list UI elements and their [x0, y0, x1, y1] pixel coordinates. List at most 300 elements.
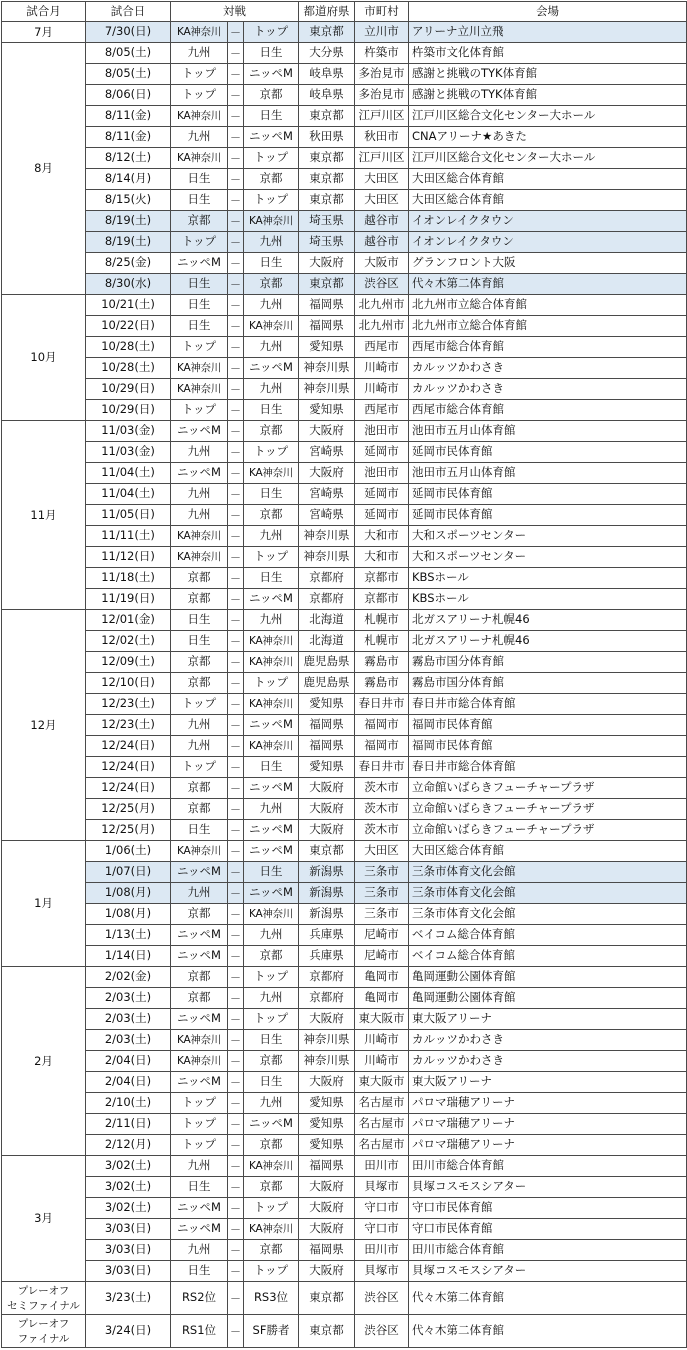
away-team-cell: 日生: [244, 484, 299, 505]
date-cell: 12/01(金): [86, 610, 171, 631]
versus-separator: －: [228, 841, 244, 862]
home-team-cell: KA神奈川: [171, 841, 228, 862]
versus-separator: －: [228, 1315, 244, 1348]
home-team-cell: 日生: [171, 610, 228, 631]
table-row: [2, 652, 687, 673]
home-team-cell: 九州: [171, 442, 228, 463]
city-cell: 北九州市: [355, 316, 409, 337]
prefecture-cell: 福岡県: [299, 715, 355, 736]
prefecture-cell: 兵庫県: [299, 946, 355, 967]
home-team-cell: 日生: [171, 169, 228, 190]
venue-cell: 北九州市立総合体育館: [409, 316, 687, 337]
table-row: [2, 358, 687, 379]
table-row: [2, 316, 687, 337]
versus-separator: －: [228, 778, 244, 799]
table-row: [2, 484, 687, 505]
venue-cell: イオンレイクタウン: [409, 232, 687, 253]
away-team-cell: KA神奈川: [244, 631, 299, 652]
versus-separator: －: [228, 1009, 244, 1030]
home-team-cell: ニッペM: [171, 946, 228, 967]
date-cell: 8/30(水): [86, 274, 171, 295]
versus-separator: －: [228, 736, 244, 757]
versus-separator: －: [228, 757, 244, 778]
table-row: [2, 106, 687, 127]
table-row: [2, 610, 687, 631]
table-row: [2, 1135, 687, 1156]
table-row: [2, 1051, 687, 1072]
away-team-cell: 京都: [244, 274, 299, 295]
city-cell: 札幌市: [355, 610, 409, 631]
away-team-cell: ニッペM: [244, 127, 299, 148]
away-team-cell: 九州: [244, 925, 299, 946]
date-cell: 1/14(日): [86, 946, 171, 967]
date-cell: 12/23(土): [86, 715, 171, 736]
date-cell: 11/18(土): [86, 568, 171, 589]
table-row: [2, 568, 687, 589]
city-cell: 川崎市: [355, 358, 409, 379]
table-row: [2, 1072, 687, 1093]
versus-separator: －: [228, 295, 244, 316]
versus-separator: －: [228, 421, 244, 442]
venue-cell: パロマ瑞穂アリーナ: [409, 1135, 687, 1156]
city-cell: 尼崎市: [355, 946, 409, 967]
home-team-cell: トップ: [171, 694, 228, 715]
date-cell: 3/23(土): [86, 1282, 171, 1315]
city-cell: 札幌市: [355, 631, 409, 652]
city-cell: 大田区: [355, 169, 409, 190]
away-team-cell: 日生: [244, 862, 299, 883]
date-cell: 8/11(金): [86, 127, 171, 148]
prefecture-cell: 愛知県: [299, 1135, 355, 1156]
prefecture-cell: 愛知県: [299, 400, 355, 421]
home-team-cell: トップ: [171, 400, 228, 421]
venue-cell: ベイコム総合体育館: [409, 925, 687, 946]
date-cell: 2/10(土): [86, 1093, 171, 1114]
versus-separator: －: [228, 946, 244, 967]
date-cell: 1/13(土): [86, 925, 171, 946]
city-cell: 江戸川区: [355, 148, 409, 169]
city-cell: 大田区: [355, 190, 409, 211]
venue-cell: 江戸川区総合文化センター大ホール: [409, 148, 687, 169]
home-team-cell: KA神奈川: [171, 1030, 228, 1051]
venue-cell: 福岡市民体育館: [409, 715, 687, 736]
prefecture-cell: 兵庫県: [299, 925, 355, 946]
city-cell: 延岡市: [355, 442, 409, 463]
prefecture-cell: 大阪府: [299, 778, 355, 799]
prefecture-cell: 新潟県: [299, 883, 355, 904]
date-cell: 12/24(日): [86, 778, 171, 799]
away-team-cell: ニッペM: [244, 778, 299, 799]
table-row: [2, 1114, 687, 1135]
away-team-cell: 九州: [244, 337, 299, 358]
versus-separator: －: [228, 127, 244, 148]
city-cell: 池田市: [355, 463, 409, 484]
away-team-cell: SF勝者: [244, 1315, 299, 1348]
home-team-cell: 九州: [171, 1156, 228, 1177]
prefecture-cell: 大阪府: [299, 421, 355, 442]
home-team-cell: KA神奈川: [171, 148, 228, 169]
date-cell: 10/21(土): [86, 295, 171, 316]
date-cell: 3/03(日): [86, 1261, 171, 1282]
city-cell: 春日井市: [355, 757, 409, 778]
venue-cell: 春日井市総合体育館: [409, 694, 687, 715]
away-team-cell: 京都: [244, 169, 299, 190]
prefecture-cell: 愛知県: [299, 694, 355, 715]
versus-separator: －: [228, 820, 244, 841]
table-row: [2, 715, 687, 736]
city-cell: 秋田市: [355, 127, 409, 148]
table-row: [2, 799, 687, 820]
away-team-cell: 日生: [244, 1072, 299, 1093]
prefecture-cell: 大阪府: [299, 1219, 355, 1240]
away-team-cell: 九州: [244, 379, 299, 400]
prefecture-cell: 宮崎県: [299, 484, 355, 505]
away-team-cell: KA神奈川: [244, 211, 299, 232]
city-cell: 田川市: [355, 1156, 409, 1177]
city-cell: 越谷市: [355, 211, 409, 232]
venue-cell: アリーナ立川立飛: [409, 22, 687, 43]
date-cell: 12/23(土): [86, 694, 171, 715]
home-team-cell: 日生: [171, 1177, 228, 1198]
away-team-cell: ニッペM: [244, 820, 299, 841]
table-row: [2, 589, 687, 610]
home-team-cell: 日生: [171, 316, 228, 337]
date-cell: 3/03(日): [86, 1240, 171, 1261]
versus-separator: －: [228, 1219, 244, 1240]
versus-separator: －: [228, 1177, 244, 1198]
city-cell: 多治見市: [355, 85, 409, 106]
prefecture-cell: 東京都: [299, 190, 355, 211]
away-team-cell: ニッペM: [244, 1114, 299, 1135]
table-row: [2, 22, 687, 43]
versus-separator: －: [228, 169, 244, 190]
header-venue: 会場: [409, 2, 687, 22]
city-cell: 渋谷区: [355, 1315, 409, 1348]
prefecture-cell: 京都府: [299, 589, 355, 610]
table-row: [2, 1240, 687, 1261]
table-row: [2, 1261, 687, 1282]
away-team-cell: トップ: [244, 1198, 299, 1219]
prefecture-cell: 新潟県: [299, 862, 355, 883]
city-cell: 北九州市: [355, 295, 409, 316]
date-cell: 12/24(日): [86, 757, 171, 778]
city-cell: 立川市: [355, 22, 409, 43]
away-team-cell: 九州: [244, 295, 299, 316]
venue-cell: 杵築市文化体育館: [409, 43, 687, 64]
prefecture-cell: 北海道: [299, 631, 355, 652]
venue-cell: 田川市総合体育館: [409, 1240, 687, 1261]
prefecture-cell: 神奈川県: [299, 547, 355, 568]
versus-separator: －: [228, 400, 244, 421]
table-body: [2, 22, 687, 1348]
date-cell: 2/02(金): [86, 967, 171, 988]
venue-cell: 守口市民体育館: [409, 1198, 687, 1219]
date-cell: 12/25(月): [86, 820, 171, 841]
home-team-cell: 日生: [171, 274, 228, 295]
city-cell: 西尾市: [355, 400, 409, 421]
versus-separator: －: [228, 1051, 244, 1072]
prefecture-cell: 東京都: [299, 274, 355, 295]
date-cell: 8/25(金): [86, 253, 171, 274]
table-row: [2, 988, 687, 1009]
versus-separator: －: [228, 379, 244, 400]
versus-separator: －: [228, 610, 244, 631]
away-team-cell: KA神奈川: [244, 904, 299, 925]
home-team-cell: ニッペM: [171, 1009, 228, 1030]
versus-separator: －: [228, 1198, 244, 1219]
table-row: [2, 526, 687, 547]
venue-cell: 守口市民体育館: [409, 1219, 687, 1240]
versus-separator: －: [228, 358, 244, 379]
away-team-cell: 日生: [244, 43, 299, 64]
month-cell: [2, 1282, 86, 1315]
city-cell: 川崎市: [355, 1030, 409, 1051]
venue-cell: 延岡市民体育館: [409, 484, 687, 505]
prefecture-cell: 福岡県: [299, 736, 355, 757]
table-row: [2, 85, 687, 106]
venue-cell: 三条市体育文化会館: [409, 862, 687, 883]
month-label-line: 12月: [30, 717, 57, 732]
away-team-cell: KA神奈川: [244, 694, 299, 715]
city-cell: 三条市: [355, 862, 409, 883]
away-team-cell: 京都: [244, 946, 299, 967]
city-cell: 霧島市: [355, 673, 409, 694]
versus-separator: －: [228, 190, 244, 211]
prefecture-cell: 福岡県: [299, 1240, 355, 1261]
prefecture-cell: 大阪府: [299, 1177, 355, 1198]
date-cell: 1/07(日): [86, 862, 171, 883]
venue-cell: パロマ瑞穂アリーナ: [409, 1114, 687, 1135]
date-cell: 8/06(日): [86, 85, 171, 106]
venue-cell: 大和スポーツセンター: [409, 526, 687, 547]
city-cell: 杵築市: [355, 43, 409, 64]
date-cell: 3/02(土): [86, 1198, 171, 1219]
home-team-cell: トップ: [171, 337, 228, 358]
city-cell: 延岡市: [355, 484, 409, 505]
versus-separator: －: [228, 568, 244, 589]
versus-separator: －: [228, 925, 244, 946]
city-cell: 延岡市: [355, 505, 409, 526]
away-team-cell: トップ: [244, 1009, 299, 1030]
table-row: [2, 400, 687, 421]
away-team-cell: 日生: [244, 253, 299, 274]
table-row: [2, 1177, 687, 1198]
date-cell: 2/04(日): [86, 1051, 171, 1072]
venue-cell: 亀岡運動公園体育館: [409, 967, 687, 988]
versus-separator: －: [228, 1135, 244, 1156]
city-cell: 京都市: [355, 589, 409, 610]
home-team-cell: 九州: [171, 127, 228, 148]
table-row: [2, 64, 687, 85]
city-cell: 渋谷区: [355, 274, 409, 295]
away-team-cell: KA神奈川: [244, 1156, 299, 1177]
home-team-cell: トップ: [171, 1114, 228, 1135]
table-row: [2, 736, 687, 757]
table-row: [2, 463, 687, 484]
date-cell: 11/03(金): [86, 421, 171, 442]
table-row: [2, 1009, 687, 1030]
month-cell: [2, 1315, 86, 1348]
venue-cell: 大田区総合体育館: [409, 190, 687, 211]
away-team-cell: トップ: [244, 190, 299, 211]
prefecture-cell: 京都府: [299, 988, 355, 1009]
date-cell: 12/09(土): [86, 652, 171, 673]
date-cell: 10/28(土): [86, 337, 171, 358]
date-cell: 3/03(日): [86, 1219, 171, 1240]
city-cell: 多治見市: [355, 64, 409, 85]
home-team-cell: 九州: [171, 43, 228, 64]
prefecture-cell: 愛知県: [299, 337, 355, 358]
away-team-cell: トップ: [244, 967, 299, 988]
table-row: [2, 1219, 687, 1240]
venue-cell: 代々木第二体育館: [409, 1315, 687, 1348]
prefecture-cell: 東京都: [299, 169, 355, 190]
prefecture-cell: 京都府: [299, 568, 355, 589]
date-cell: 11/05(日): [86, 505, 171, 526]
home-team-cell: 京都: [171, 568, 228, 589]
city-cell: 亀岡市: [355, 967, 409, 988]
city-cell: 東大阪市: [355, 1072, 409, 1093]
table-row: [2, 253, 687, 274]
header-month: 試合月: [2, 2, 86, 22]
city-cell: 名古屋市: [355, 1093, 409, 1114]
home-team-cell: ニッペM: [171, 253, 228, 274]
table-row: [2, 841, 687, 862]
table-row: [2, 127, 687, 148]
date-cell: 1/08(月): [86, 883, 171, 904]
city-cell: 西尾市: [355, 337, 409, 358]
prefecture-cell: 神奈川県: [299, 1030, 355, 1051]
away-team-cell: 九州: [244, 610, 299, 631]
date-cell: 10/22(日): [86, 316, 171, 337]
table-row: [2, 862, 687, 883]
date-cell: 1/08(月): [86, 904, 171, 925]
away-team-cell: 京都: [244, 85, 299, 106]
home-team-cell: 京都: [171, 211, 228, 232]
versus-separator: －: [228, 316, 244, 337]
venue-cell: 大田区総合体育館: [409, 169, 687, 190]
versus-separator: －: [228, 799, 244, 820]
venue-cell: 北ガスアリーナ札幌46: [409, 610, 687, 631]
versus-separator: －: [228, 463, 244, 484]
table-header: [2, 2, 687, 22]
versus-separator: －: [228, 883, 244, 904]
home-team-cell: 京都: [171, 778, 228, 799]
away-team-cell: 九州: [244, 526, 299, 547]
prefecture-cell: 愛知県: [299, 1114, 355, 1135]
versus-separator: －: [228, 715, 244, 736]
city-cell: 渋谷区: [355, 1282, 409, 1315]
home-team-cell: 日生: [171, 631, 228, 652]
prefecture-cell: 福岡県: [299, 295, 355, 316]
city-cell: 大和市: [355, 547, 409, 568]
month-label-line: 8月: [34, 161, 53, 176]
table-row: [2, 337, 687, 358]
home-team-cell: 日生: [171, 1261, 228, 1282]
away-team-cell: 日生: [244, 400, 299, 421]
city-cell: 福岡市: [355, 736, 409, 757]
table-row: [2, 232, 687, 253]
venue-cell: イオンレイクタウン: [409, 211, 687, 232]
table-row: [2, 904, 687, 925]
date-cell: 2/12(月): [86, 1135, 171, 1156]
venue-cell: 立命館いばらきフューチャープラザ: [409, 799, 687, 820]
table-row: [2, 211, 687, 232]
home-team-cell: RS2位: [171, 1282, 228, 1315]
table-row: [2, 169, 687, 190]
away-team-cell: 九州: [244, 1093, 299, 1114]
home-team-cell: 京都: [171, 652, 228, 673]
city-cell: 春日井市: [355, 694, 409, 715]
away-team-cell: トップ: [244, 148, 299, 169]
versus-separator: －: [228, 694, 244, 715]
month-cell: [2, 1156, 86, 1282]
table-row: [2, 547, 687, 568]
month-cell: [2, 295, 86, 421]
city-cell: 茨木市: [355, 820, 409, 841]
prefecture-cell: 大阪府: [299, 820, 355, 841]
venue-cell: 立命館いばらきフューチャープラザ: [409, 778, 687, 799]
prefecture-cell: 埼玉県: [299, 211, 355, 232]
header-city: 市町村: [355, 2, 409, 22]
table-row: [2, 694, 687, 715]
city-cell: 池田市: [355, 421, 409, 442]
prefecture-cell: 東京都: [299, 148, 355, 169]
away-team-cell: 日生: [244, 1030, 299, 1051]
home-team-cell: 京都: [171, 589, 228, 610]
month-cell: [2, 610, 86, 841]
away-team-cell: 京都: [244, 1240, 299, 1261]
versus-separator: －: [228, 988, 244, 1009]
home-team-cell: KA神奈川: [171, 106, 228, 127]
home-team-cell: ニッペM: [171, 1219, 228, 1240]
table-row: [2, 1282, 687, 1315]
header-matchup: 対戦: [171, 2, 299, 22]
versus-separator: －: [228, 148, 244, 169]
away-team-cell: ニッペM: [244, 589, 299, 610]
date-cell: 10/29(日): [86, 379, 171, 400]
table-row: [2, 946, 687, 967]
prefecture-cell: 北海道: [299, 610, 355, 631]
venue-cell: 大田区総合体育館: [409, 841, 687, 862]
away-team-cell: 京都: [244, 421, 299, 442]
table-row: [2, 274, 687, 295]
venue-cell: カルッツかわさき: [409, 1051, 687, 1072]
table-row: [2, 1198, 687, 1219]
home-team-cell: ニッペM: [171, 463, 228, 484]
venue-cell: 代々木第二体育館: [409, 1282, 687, 1315]
date-cell: 11/03(金): [86, 442, 171, 463]
month-label-line: ファイナル: [17, 1333, 70, 1345]
home-team-cell: 九州: [171, 715, 228, 736]
city-cell: 福岡市: [355, 715, 409, 736]
date-cell: 3/24(日): [86, 1315, 171, 1348]
versus-separator: －: [228, 652, 244, 673]
city-cell: 名古屋市: [355, 1135, 409, 1156]
home-team-cell: トップ: [171, 1135, 228, 1156]
versus-separator: －: [228, 337, 244, 358]
home-team-cell: トップ: [171, 757, 228, 778]
date-cell: 3/02(土): [86, 1156, 171, 1177]
venue-cell: 感謝と挑戦のTYK体育館: [409, 64, 687, 85]
month-label-line: 7月: [34, 24, 53, 39]
home-team-cell: KA神奈川: [171, 358, 228, 379]
city-cell: 名古屋市: [355, 1114, 409, 1135]
venue-cell: 三条市体育文化会館: [409, 904, 687, 925]
venue-cell: 北ガスアリーナ札幌46: [409, 631, 687, 652]
month-cell: [2, 421, 86, 610]
table-row: [2, 442, 687, 463]
